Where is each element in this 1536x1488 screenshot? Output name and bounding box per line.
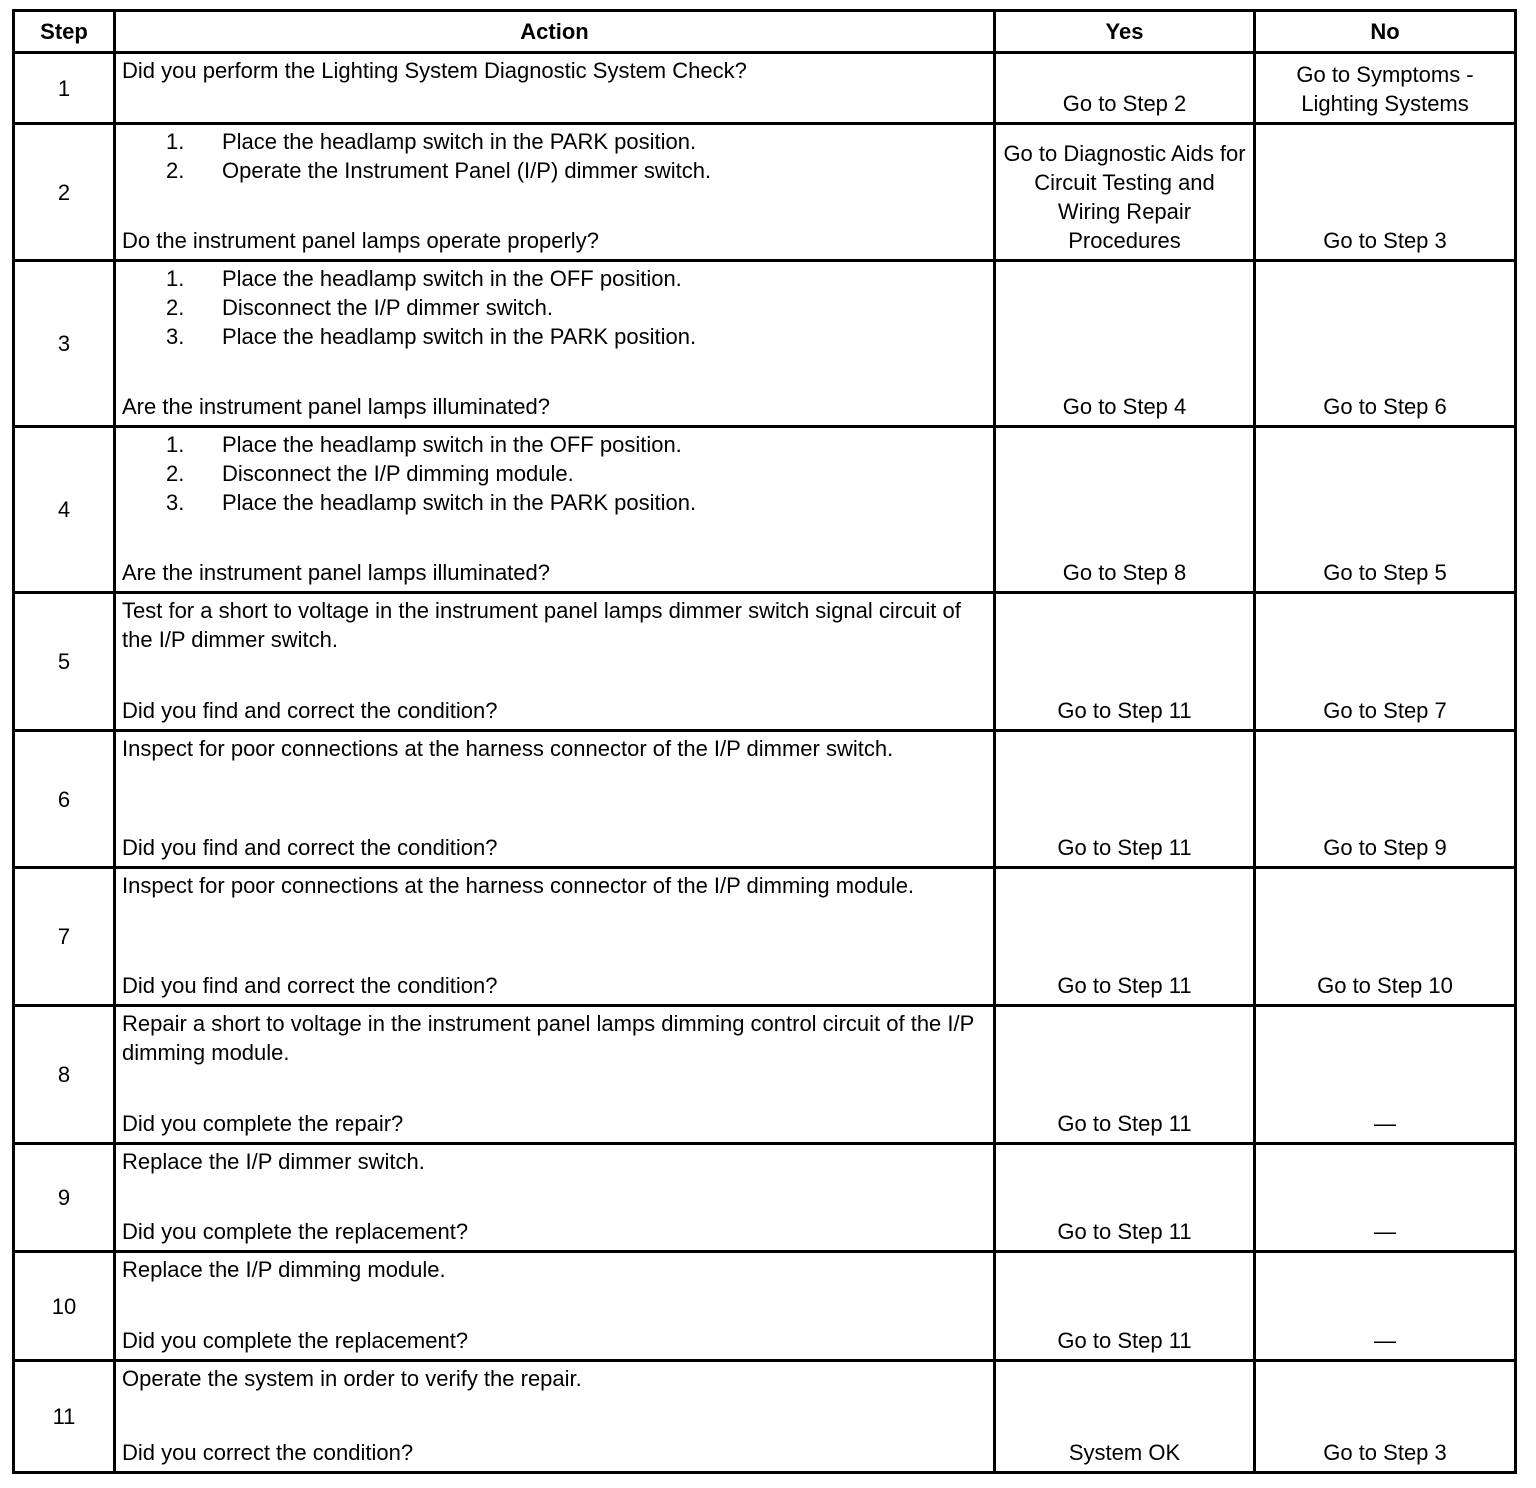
action-cell [115,124,995,261]
action-cell [115,731,995,868]
step-number: 6 [14,731,115,868]
no-result: Go to Step 10 [1255,868,1516,1006]
instruction-item [122,322,989,351]
action-text: Inspect for poor connections at the harness connector of the I/P dimmer switch. [122,736,894,761]
action-text: Replace the I/P dimmer switch. [122,1149,425,1174]
step-number: 11 [14,1361,115,1473]
instruction-number-label: 3. [166,324,185,349]
instruction-number [122,459,222,488]
no-result: Go to Step 7 [1255,593,1516,731]
action-text: Repair a short to voltage in the instrument panel lamps dimming control circuit of the I/P dimming module. [122,1011,974,1065]
step-number: 3 [14,261,115,427]
instruction-number [122,322,222,351]
instruction-number-label: 2. [166,461,185,486]
instruction-number-label: 2. [166,295,185,320]
action-text: Test for a short to voltage in the instrument panel lamps dimmer switch signal circuit of the I/P dimmer switch. [122,598,961,652]
action-instructions [122,1364,989,1393]
action-instructions [122,596,989,654]
instruction-number [122,264,222,293]
action-cell [115,593,995,731]
step-number: 1 [14,53,115,124]
yes-result: Go to Step 11 [995,1252,1255,1361]
no-result: — [1255,1252,1516,1361]
step-number: 9 [14,1144,115,1252]
no-result: — [1255,1144,1516,1252]
instruction-text: Place the headlamp switch in the PARK position. [222,490,697,515]
table-row [14,1361,1516,1473]
table-row [14,593,1516,731]
action-content [122,264,989,421]
instruction-text: Disconnect the I/P dimming module. [222,461,574,486]
instruction-number-label: 1. [166,432,185,457]
action-question: Did you complete the replacement? [122,1219,469,1244]
step-number: 7 [14,868,115,1006]
action-content [122,430,989,587]
instruction-text: Place the headlamp switch in the OFF position. [222,432,682,457]
instruction-text: Operate the Instrument Panel (I/P) dimmer switch. [222,158,712,183]
action-question: Did you complete the replacement? [122,1328,469,1353]
instruction-text: Place the headlamp switch in the PARK position. [222,324,697,349]
action-text: Operate the system in order to verify the repair. [122,1366,582,1391]
action-content [122,596,989,725]
action-question: Did you perform the Lighting System Diagnostic System Check? [122,58,747,83]
action-instructions [122,264,989,351]
yes-result: Go to Step 11 [995,868,1255,1006]
table-row [14,868,1516,1006]
action-instructions [122,430,989,517]
instruction-number [122,293,222,322]
instruction-item [122,488,989,517]
instruction-item [122,459,989,488]
instruction-item [122,127,989,156]
action-cell [115,1006,995,1144]
table-row [14,427,1516,593]
no-result: Go to Step 6 [1255,261,1516,427]
instruction-number-label: 1. [166,266,185,291]
action-content [122,871,989,1000]
table-row [14,1252,1516,1361]
instruction-text: Place the headlamp switch in the OFF position. [222,266,682,291]
yes-result: Go to Diagnostic Aids for Circuit Testing and Wiring Repair Procedures [995,124,1255,261]
action-text: Replace the I/P dimming module. [122,1257,446,1282]
table-row [14,1144,1516,1252]
yes-result: Go to Step 2 [995,53,1255,124]
action-instructions [122,1009,989,1067]
action-cell [115,53,995,124]
no-result: — [1255,1006,1516,1144]
action-content [122,56,989,118]
instruction-text: Disconnect the I/P dimmer switch. [222,295,553,320]
yes-result: Go to Step 4 [995,261,1255,427]
table-row [14,124,1516,261]
instruction-text: Place the headlamp switch in the PARK position. [222,129,697,154]
instruction-number [122,488,222,517]
header-action: Action [115,11,995,53]
yes-result: Go to Step 11 [995,593,1255,731]
table-row [14,261,1516,427]
no-result: Go to Step 5 [1255,427,1516,593]
instruction-item [122,293,989,322]
step-number: 4 [14,427,115,593]
no-result: Go to Symptoms - Lighting Systems [1255,53,1516,124]
step-number: 10 [14,1252,115,1361]
action-question: Did you find and correct the condition? [122,973,498,998]
yes-result: Go to Step 11 [995,731,1255,868]
no-result: Go to Step 3 [1255,1361,1516,1473]
action-content [122,1009,989,1138]
no-result: Go to Step 9 [1255,731,1516,868]
action-question: Did you correct the condition? [122,1440,414,1465]
instruction-number-label: 2. [166,158,185,183]
action-instructions [122,1255,989,1284]
instruction-number-label: 3. [166,490,185,515]
header-yes: Yes [995,11,1255,53]
instruction-item [122,264,989,293]
action-instructions [122,127,989,185]
action-instructions [122,1147,989,1176]
step-number: 8 [14,1006,115,1144]
no-result: Go to Step 3 [1255,124,1516,261]
action-cell [115,261,995,427]
action-content [122,734,989,862]
action-cell [115,1252,995,1361]
yes-result: System OK [995,1361,1255,1473]
diagnostic-table [12,9,1517,1474]
action-question: Are the instrument panel lamps illuminated? [122,560,551,585]
action-text: Inspect for poor connections at the harness connector of the I/P dimming module. [122,873,915,898]
action-instructions [122,871,989,900]
table-row [14,731,1516,868]
step-number: 5 [14,593,115,731]
header-no: No [1255,11,1516,53]
action-question: Are the instrument panel lamps illuminated? [122,394,551,419]
instruction-number [122,156,222,185]
yes-result: Go to Step 11 [995,1006,1255,1144]
action-cell [115,1144,995,1252]
action-content [122,1147,989,1246]
action-cell [115,1361,995,1473]
instruction-item [122,430,989,459]
action-cell [115,427,995,593]
action-content [122,1364,989,1467]
action-question: Do the instrument panel lamps operate properly? [122,228,599,253]
header-row [14,11,1516,53]
action-question: Did you complete the repair? [122,1111,404,1136]
yes-result: Go to Step 11 [995,1144,1255,1252]
instruction-number-label: 1. [166,129,185,154]
instruction-number [122,127,222,156]
step-number: 2 [14,124,115,261]
instruction-item [122,156,989,185]
table-row [14,1006,1516,1144]
action-content [122,1255,989,1355]
table-row [14,53,1516,124]
action-question: Did you find and correct the condition? [122,698,498,723]
action-instructions [122,734,989,763]
header-step: Step [14,11,115,53]
instruction-number [122,430,222,459]
action-cell [115,868,995,1006]
yes-result: Go to Step 8 [995,427,1255,593]
action-content [122,127,989,255]
action-question: Did you find and correct the condition? [122,835,498,860]
